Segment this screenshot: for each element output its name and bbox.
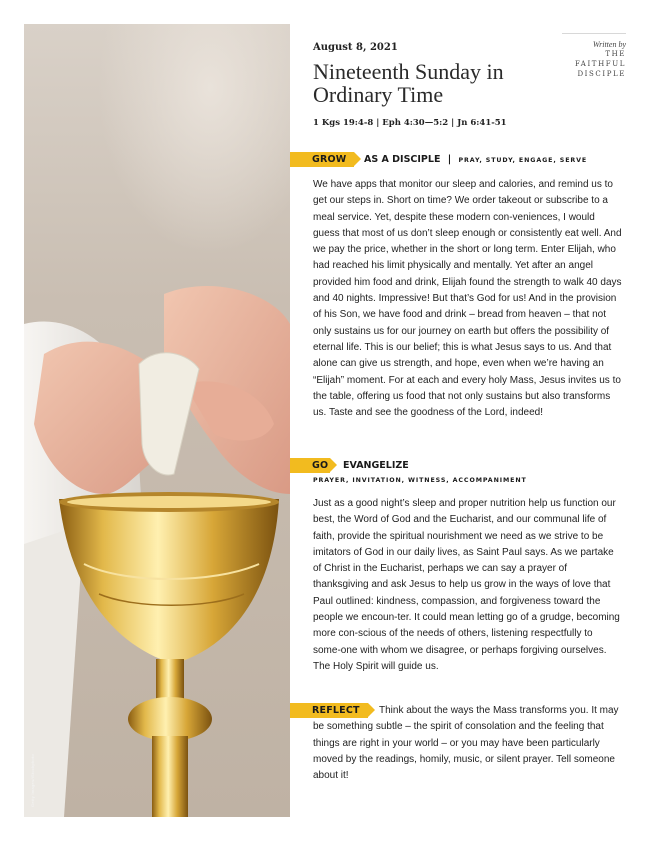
- go-heading: EVANGELIZE: [343, 460, 409, 471]
- grow-separator: |: [447, 154, 452, 165]
- reflect-tag-label: REFLECT: [312, 705, 360, 716]
- grow-tag: [290, 152, 354, 167]
- eucharist-photo: [24, 24, 290, 817]
- date: August 8, 2021: [313, 42, 398, 53]
- grow-subheading: PRAY, STUDY, ENGAGE, SERVE: [458, 157, 588, 164]
- chalice-rim-highlight: [67, 496, 271, 508]
- grow-body: We have apps that monitor our sleep and calories, and remind us to get our steps in. Short on time? We order takeout or subscribe to a meal service. Yet, despite these modern con-veniences, I would guess that most of us don’t sleep enough or consistently eat well. And we pay the price, whether in the short or long term. Enter Elijah, who had reached his limit physically and mentally. Yet after an angel provided him food and drink, Elijah found the strength to walk 40 days and 40 nights. Impressive! But that’s God for us! And in the provision of his Son, we have food and drink – bread from heaven – that not only sustains us for our journey on earth but offers the possibility of eternal life. This is our belief; this is what Jesus says to us. And that alone can give us strength, and hope, even when we’re having an “Elijah” moment. For at each and every holy Mass, Jesus invites us to the table, offering us food that not only sustains but also transforms us. Taste and see the goodness of the Lord, indeed!: [313, 179, 622, 419]
- written-by-label: Written by: [592, 40, 626, 49]
- grow-heading: [364, 154, 587, 165]
- photo-credit: Getty Images/iStockphoto: [30, 753, 35, 807]
- page-title: Nineteenth Sunday in Ordinary Time: [313, 59, 504, 107]
- go-subheading: PRAYER, INVITATION, WITNESS, ACCOMPANIMENT: [313, 477, 527, 484]
- byline: [562, 33, 626, 79]
- chalice-lower-stem: [152, 736, 188, 817]
- reflect-body: Think about the ways the Mass transforms you. It may be something subtle – the spirit of consolation and the feeling that things are right in your world – or you may have been particularly moved by the readings, homily, music, or silent prayer. Tell someone about it!: [313, 705, 619, 782]
- grow-heading-text: AS A DISCIPLE: [364, 154, 441, 165]
- go-tag: [290, 458, 330, 473]
- chalice-host-illustration: [24, 24, 290, 817]
- author-name: THE FAITHFUL DISCIPLE: [574, 50, 626, 78]
- chalice-cup: [59, 499, 279, 664]
- chalice-stem: [156, 659, 184, 699]
- scripture-readings: 1 Kgs 19:4-8 | Eph 4:30—5:2 | Jn 6:41-51: [313, 118, 507, 128]
- chalice-knob: [128, 697, 212, 741]
- go-tag-label: GO: [312, 460, 329, 471]
- host-wafer: [139, 353, 199, 475]
- grow-tag-label: GROW: [312, 154, 347, 165]
- go-body: Just as a good night’s sleep and proper nutrition help us function our best, the Word of God and the Eucharist, and our communal life of faith, provide the spiritual nourishment we need as we strive to be imitators of God in our daily lives, as Saint Paul says. As we partake of Christ in the Eucharist, perhaps we can say a prayer of thanksgiving and ask Jesus to help us grow in the ways of love that Paul outlined: kindness, compassion, and forgiveness toward the people we encoun-ter. It could mean letting go of a grudge, becoming more con-scious of the needs of others, listening respectfully to some-one with whom we disagree, or perhaps forgiving ourselves. The Holy Spirit will guide us.: [313, 498, 620, 672]
